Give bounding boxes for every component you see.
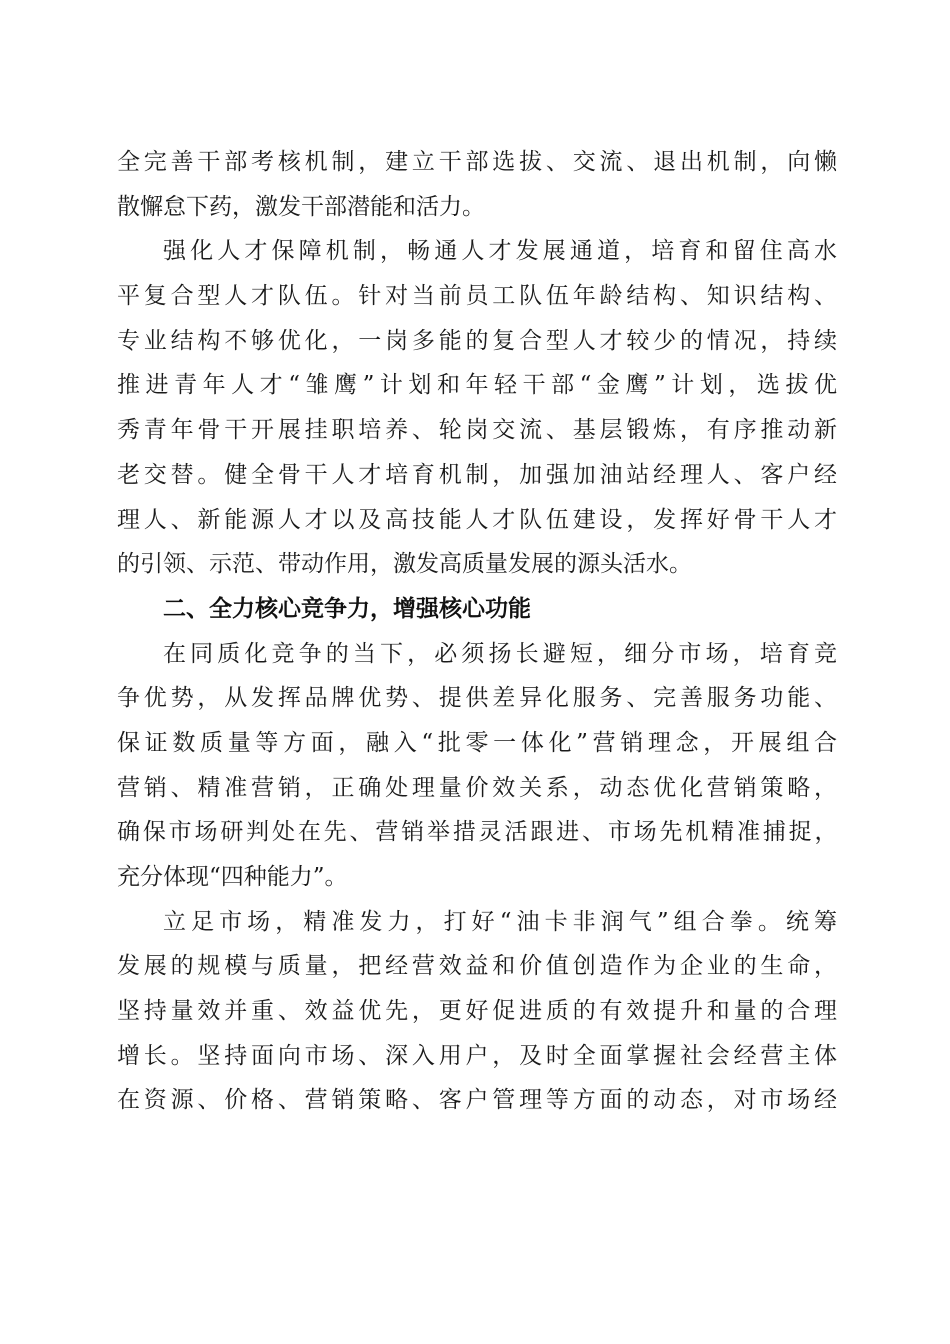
paragraph-line: 散懈怠下药，激发干部潜能和活力。 [117, 193, 485, 220]
paragraph-line: 坚持量效并重、效益优先，更好促进质的有效提升和量的合理 [117, 998, 837, 1025]
paragraph-line: 推进青年人才“雏鹰”计划和年轻干部“金鹰”计划，选拔优 [117, 372, 837, 399]
paragraph-line: 全完善干部考核机制，建立干部选拔、交流、退出机制，向懒 [117, 149, 837, 175]
paragraph-line: 的引领、示范、带动作用，激发高质量发展的源头活水。 [117, 551, 692, 578]
paragraph-line: 保证数质量等方面，融入“批零一体化”营销理念，开展组合 [117, 729, 837, 756]
paragraph-line: 立足市场，精准发力，打好“油卡非润气”组合拳。统筹 [163, 908, 837, 935]
paragraph-line: 营销、精准营销，正确处理量价效关系，动态优化营销策略， [117, 774, 837, 801]
section-heading: 二、全力核心竞争力，增强核心功能 [163, 595, 531, 622]
paragraph-line: 老交替。健全骨干人才培育机制，加强加油站经理人、客户经 [117, 461, 837, 488]
paragraph-line: 理人、新能源人才以及高技能人才队伍建设，发挥好骨干人才 [117, 506, 837, 533]
paragraph-line: 在资源、价格、营销策略、客户管理等方面的动态，对市场经 [117, 1087, 837, 1114]
paragraph-line: 争优势，从发挥品牌优势、提供差异化服务、完善服务功能、 [117, 685, 837, 712]
paragraph-line: 专业结构不够优化，一岗多能的复合型人才较少的情况，持续 [117, 327, 837, 354]
paragraph-line: 在同质化竞争的当下，必须扬长避短，细分市场，培育竞 [163, 640, 837, 667]
paragraph-line: 确保市场研判处在先、营销举措灵活跟进、市场先机精准捕捉， [117, 819, 837, 846]
paragraph-line: 强化人才保障机制，畅通人才发展通道，培育和留住高水 [163, 238, 837, 265]
paragraph-line: 发展的规模与质量，把经营效益和价值创造作为企业的生命， [117, 953, 837, 980]
document-body [117, 140, 837, 1123]
paragraph-line: 增长。坚持面向市场、深入用户，及时全面掌握社会经营主体 [117, 1042, 837, 1069]
paragraph-line: 平复合型人才队伍。针对当前员工队伍年龄结构、知识结构、 [117, 283, 837, 310]
paragraph-line: 充分体现“四种能力”。 [117, 864, 348, 890]
paragraph-line: 秀青年骨干开展挂职培养、轮岗交流、基层锻炼，有序推动新 [117, 417, 837, 444]
